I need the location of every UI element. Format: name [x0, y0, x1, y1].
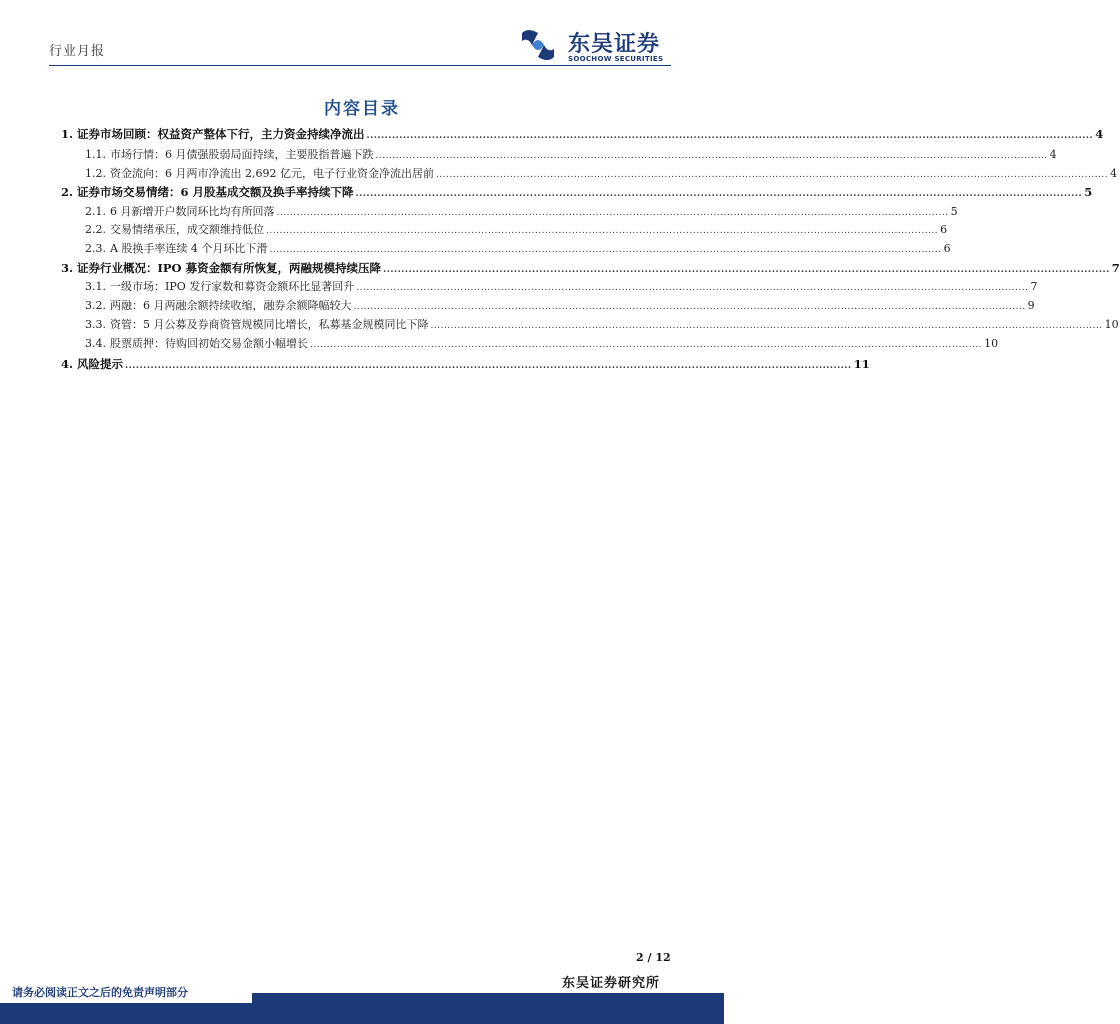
- toc-dot-leader: ........................................................................................................................................................................................................: [356, 283, 1029, 293]
- toc-entry-number: 1.: [61, 127, 74, 141]
- toc-entry-title: 证券市场回顾：权益资产整体下行，主力资金持续净流出: [77, 127, 365, 141]
- toc-subsection-entry[interactable]: [85, 240, 951, 258]
- toc-entry-title: 6 月新增开户数同环比均有所回落: [110, 205, 275, 218]
- toc-entry-number: 3.: [61, 261, 74, 275]
- toc-entry-title: 资管：5 月公募及券商资管规模同比增长，私募基金规模同比下降: [110, 318, 429, 331]
- toc-subsection-entry[interactable]: [85, 316, 1119, 334]
- toc-entry-title: 股票质押：待购回初始交易金额小幅增长: [110, 337, 308, 350]
- toc-entry-title: 市场行情：6 月债强股弱局面持续，主要股指普遍下跌: [110, 148, 374, 161]
- page-indicator: 2 / 12: [636, 951, 671, 964]
- toc-entry-page: 10: [1104, 318, 1119, 331]
- toc-entry-page: 7: [1111, 261, 1120, 275]
- toc-section-entry[interactable]: [61, 355, 870, 373]
- toc-entry-title: 风险提示: [77, 357, 124, 371]
- toc-title: 内容目录: [324, 99, 400, 119]
- toc-entry-title: 证券行业概况：IPO 募资金额有所恢复，两融规模持续压降: [77, 261, 382, 275]
- toc-entry-number: 2.: [61, 185, 74, 199]
- toc-entry-title: 资金流向：6 月两市净流出 2,692 亿元，电子行业资金净流出居前: [110, 167, 434, 180]
- toc-entry-number: 3.4.: [85, 337, 106, 350]
- toc-dot-leader: ........................................................................................................................................................................................................: [383, 265, 1110, 275]
- toc-entry-number: 3.1.: [85, 280, 106, 293]
- soochow-logo-icon: [518, 27, 558, 63]
- toc-dot-leader: ........................................................................................................................................................................................................: [435, 170, 1109, 180]
- toc-entry-title: A 股换手率连续 4 个月环比下滑: [110, 242, 268, 255]
- toc-entry-number: 3.3.: [85, 318, 106, 331]
- company-logo: [518, 27, 678, 67]
- toc-dot-leader: ........................................................................................................................................................................................................: [355, 189, 1083, 199]
- logo-chinese-name: 东吴证券: [568, 32, 661, 57]
- footer-disclaimer: [0, 976, 252, 1003]
- toc-dot-leader: ........................................................................................................................................................................................................: [353, 302, 1026, 312]
- toc-entry-number: 2.3.: [85, 242, 106, 255]
- toc-entry-page: 4: [1110, 167, 1118, 180]
- toc-subsection-entry[interactable]: [85, 335, 999, 353]
- toc-entry-page: 7: [1030, 280, 1038, 293]
- toc-dot-leader: ........................................................................................................................................................................................................: [269, 245, 942, 255]
- toc-subsection-entry[interactable]: [85, 203, 958, 221]
- toc-entry-page: 10: [984, 337, 999, 350]
- toc-entry-page: 5: [1084, 185, 1093, 199]
- toc-dot-leader: ........................................................................................................................................................................................................: [375, 151, 1048, 161]
- toc-entry-number: 1.2.: [85, 167, 106, 180]
- toc-entry-number: 2.2.: [85, 223, 106, 236]
- toc-entry-page: 5: [950, 205, 958, 218]
- toc-subsection-entry[interactable]: [85, 146, 1057, 164]
- disclaimer-text: 请务必阅读正文之后的免责声明部分: [12, 986, 188, 999]
- toc-subsection-entry[interactable]: [85, 278, 1038, 296]
- toc-subsection-entry[interactable]: [85, 165, 1118, 183]
- toc-entry-title: 两融：6 月两融余额持续收缩，融券余额降幅较大: [110, 299, 352, 312]
- toc-entry-number: 3.2.: [85, 299, 106, 312]
- toc-entry-page: 9: [1027, 299, 1035, 312]
- toc-entry-title: 证券市场交易情绪：6 月股基成交额及换手率持续下降: [77, 185, 354, 199]
- toc-dot-leader: ........................................................................................................................................................................................................: [276, 208, 949, 218]
- toc-entry-number: 2.1.: [85, 205, 106, 218]
- toc-section-entry[interactable]: [61, 259, 1120, 277]
- toc-entry-page: 6: [943, 242, 951, 255]
- toc-dot-leader: ........................................................................................................................................................................................................: [366, 131, 1094, 141]
- report-type-label: 行业月报: [49, 44, 106, 59]
- toc-entry-title: 交易情绪承压，成交额维持低位: [110, 223, 264, 236]
- header-divider: [49, 65, 671, 66]
- toc-section-entry[interactable]: [61, 125, 1104, 143]
- toc-entry-page: 6: [940, 223, 948, 236]
- toc-dot-leader: ........................................................................................................................................................................................................: [266, 226, 939, 236]
- toc-entry-number: 4.: [61, 357, 74, 371]
- toc-entry-page: 4: [1049, 148, 1057, 161]
- toc-subsection-entry[interactable]: [85, 297, 1035, 315]
- toc-entry-title: 一级市场：IPO 发行家数和募资金额环比显著回升: [110, 280, 355, 293]
- toc-section-entry[interactable]: [61, 183, 1093, 201]
- toc-dot-leader: ........................................................................................................................................................................................................: [430, 321, 1103, 331]
- toc-entry-page: 4: [1095, 127, 1104, 141]
- toc-entry-number: 1.1.: [85, 148, 106, 161]
- footer-organization: 东吴证券研究所: [562, 976, 661, 991]
- toc-dot-leader: ........................................................................................................................................................................................................: [310, 340, 983, 350]
- toc-dot-leader: ........................................................................................................................................................................................................: [125, 361, 852, 371]
- toc-subsection-entry[interactable]: [85, 221, 948, 239]
- toc-entry-page: 11: [853, 357, 870, 371]
- logo-english-name: SOOCHOW SECURITIES: [568, 55, 664, 63]
